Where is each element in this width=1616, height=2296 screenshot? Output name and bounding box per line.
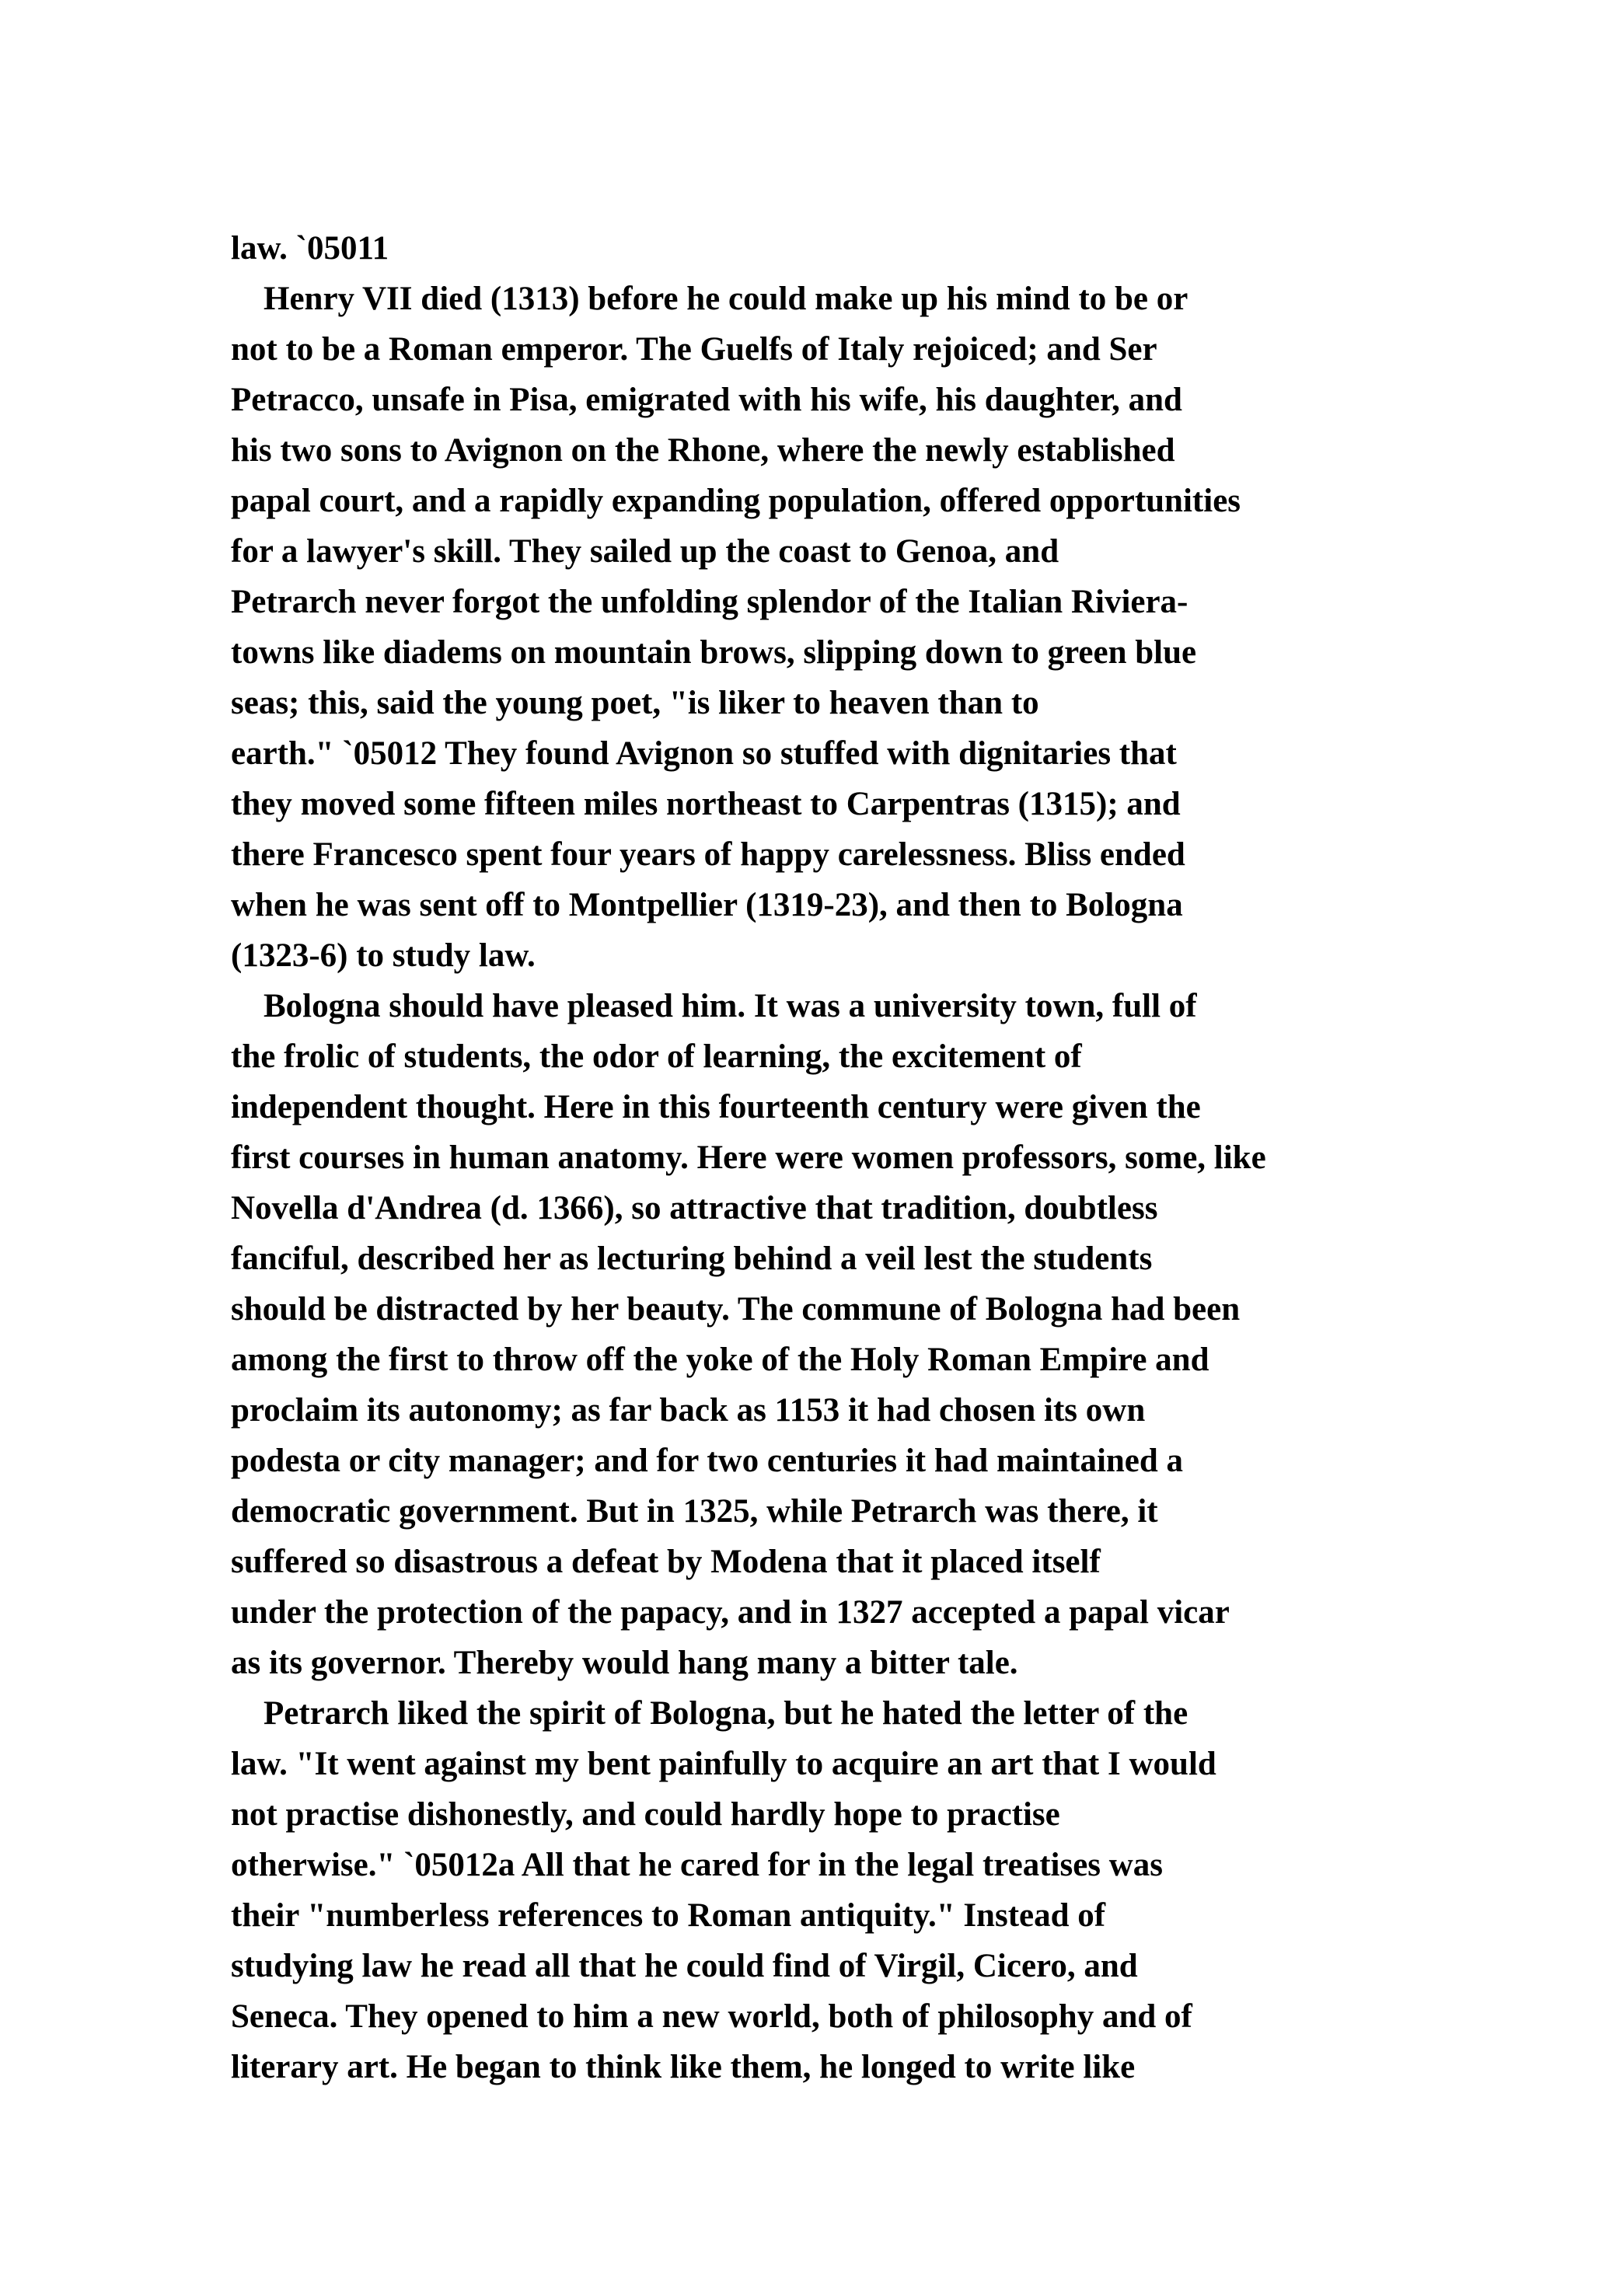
text-line: law. "It went against my bent painfully to acquire an art that I would bbox=[231, 1746, 1216, 1782]
text-line: when he was sent off to Montpellier (1319-23), and then to Bologna bbox=[231, 887, 1183, 923]
text-line: Petrarch never forgot the unfolding splendor of the Italian Riviera- bbox=[231, 584, 1188, 620]
text-line: they moved some fifteen miles northeast to Carpentras (1315); and bbox=[231, 786, 1181, 822]
text-line: proclaim its autonomy; as far back as 1153 it had chosen its own bbox=[231, 1392, 1146, 1429]
text-line: literary art. He began to think like them, he longed to write like bbox=[231, 2049, 1136, 2085]
text-line: democratic government. But in 1325, while Petrarch was there, it bbox=[231, 1493, 1158, 1530]
text-line: papal court, and a rapidly expanding population, offered opportunities bbox=[231, 483, 1241, 519]
text-line: first courses in human anatomy. Here were women professors, some, like bbox=[231, 1139, 1266, 1176]
text-line: suffered so disastrous a defeat by Modena that it placed itself bbox=[231, 1544, 1101, 1580]
text-line: should be distracted by her beauty. The commune of Bologna had been bbox=[231, 1291, 1241, 1328]
text-line: Novella d'Andrea (d. 1366), so attractive that tradition, doubtless bbox=[231, 1190, 1158, 1227]
text-line: his two sons to Avignon on the Rhone, where the newly established bbox=[231, 432, 1175, 469]
text-line: not to be a Roman emperor. The Guelfs of Italy rejoiced; and Ser bbox=[231, 331, 1157, 368]
text-line: podesta or city manager; and for two centuries it had maintained a bbox=[231, 1443, 1184, 1479]
text-line: under the protection of the papacy, and in 1327 accepted a papal vicar bbox=[231, 1594, 1230, 1631]
text-line: not practise dishonestly, and could hardly hope to practise bbox=[231, 1796, 1060, 1833]
text-line: fanciful, described her as lecturing behind a veil lest the students bbox=[231, 1240, 1153, 1277]
text-line: for a lawyer's skill. They sailed up the coast to Genoa, and bbox=[231, 533, 1059, 570]
text-line: law. `05011 bbox=[231, 230, 389, 267]
text-line: among the first to throw off the yoke of the Holy Roman Empire and bbox=[231, 1342, 1209, 1378]
text-line: towns like diadems on mountain brows, slipping down to green blue bbox=[231, 634, 1197, 671]
text-line: Petracco, unsafe in Pisa, emigrated with his wife, his daughter, and bbox=[231, 382, 1182, 418]
body-text bbox=[231, 223, 1568, 2092]
text-line: earth." `05012 They found Avignon so stuffed with dignitaries that bbox=[231, 735, 1177, 772]
paragraph-start-line: Petrarch liked the spirit of Bologna, but he hated the letter of the bbox=[264, 1695, 1188, 1732]
text-line: seas; this, said the young poet, "is liker to heaven than to bbox=[231, 685, 1039, 721]
text-line: there Francesco spent four years of happy carelessness. Bliss ended bbox=[231, 836, 1185, 873]
text-line: independent thought. Here in this fourteenth century were given the bbox=[231, 1089, 1201, 1125]
text-line: studying law he read all that he could find of Virgil, Cicero, and bbox=[231, 1948, 1138, 1984]
text-line: their "numberless references to Roman antiquity." Instead of bbox=[231, 1897, 1106, 1934]
text-line: otherwise." `05012a All that he cared for in the legal treatises was bbox=[231, 1847, 1164, 1883]
paragraph-start-line: Henry VII died (1313) before he could make up his mind to be or bbox=[264, 281, 1188, 317]
text-line: (1323-6) to study law. bbox=[231, 937, 536, 974]
text-line: as its governor. Thereby would hang many a bitter tale. bbox=[231, 1645, 1018, 1681]
text-line: Seneca. They opened to him a new world, both of philosophy and of bbox=[231, 1998, 1192, 2035]
text-line: the frolic of students, the odor of learning, the excitement of bbox=[231, 1038, 1082, 1075]
paragraph-start-line: Bologna should have pleased him. It was a university town, full of bbox=[264, 988, 1197, 1024]
